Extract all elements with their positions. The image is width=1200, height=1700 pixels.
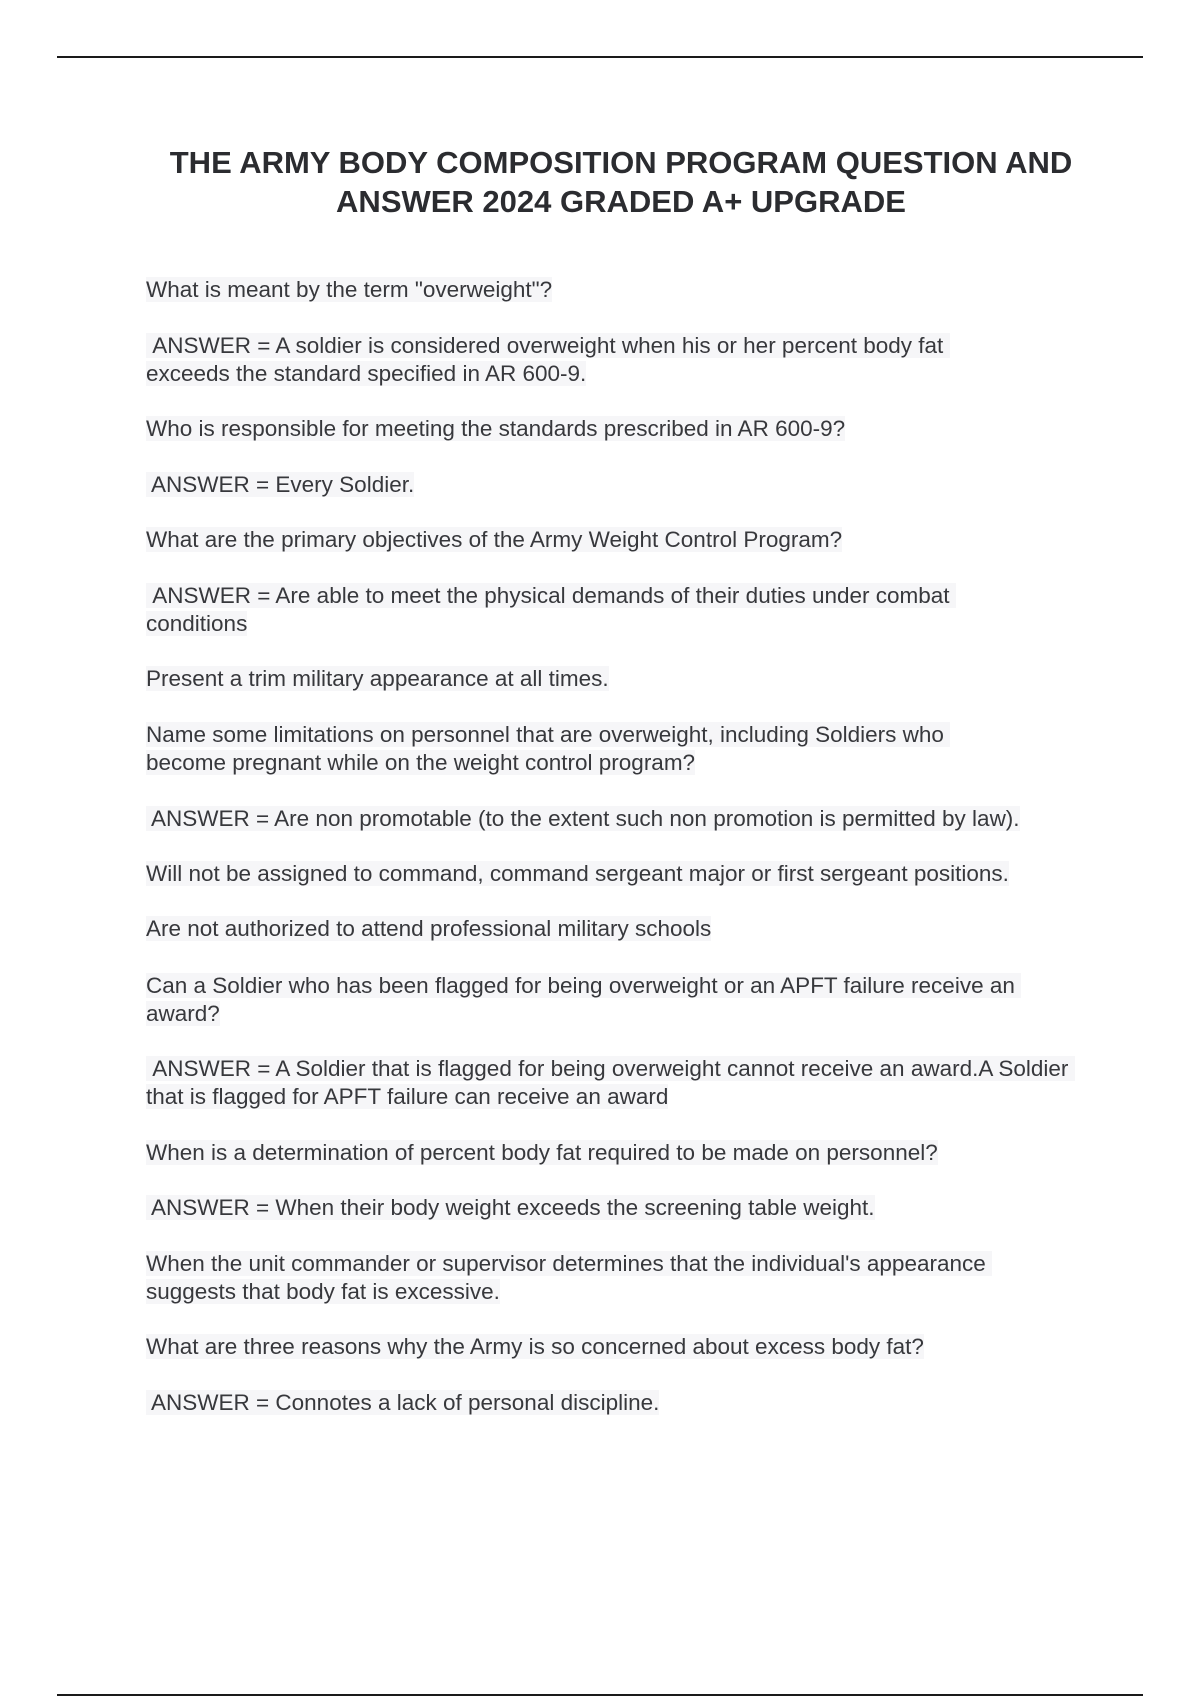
question-1 xyxy=(146,276,1096,304)
question-6-text: When is a determination of percent body fat required to be made on personnel? xyxy=(146,1140,938,1165)
top-rule xyxy=(57,56,1143,58)
answer-3-continued-text: Present a trim military appearance at all times. xyxy=(146,666,609,691)
document-title xyxy=(146,143,1096,221)
question-1-text: What is meant by the term "overweight"? xyxy=(146,277,553,302)
answer-4-text: ANSWER = Are non promotable (to the extent such non promotion is permitted by law). xyxy=(146,806,1020,831)
answer-4 xyxy=(146,805,1096,833)
question-5 xyxy=(146,972,1086,1028)
answer-3-continued xyxy=(146,665,1096,693)
answer-6-continued-text: When the unit commander or supervisor determines that the individual's appearance suggests that body fat is excessive. xyxy=(146,1251,993,1304)
answer-6-text: ANSWER = When their body weight exceeds the screening table weight. xyxy=(146,1195,875,1220)
answer-4-continued-2 xyxy=(146,915,1096,943)
bottom-rule xyxy=(57,1694,1143,1696)
title-line-2: ANSWER 2024 GRADED A+ UPGRADE xyxy=(336,184,906,219)
answer-6 xyxy=(146,1194,1096,1222)
question-4-text: Name some limitations on personnel that are overweight, including Soldiers who become pregnant while on the weight control program? xyxy=(146,722,951,775)
answer-4-continued-2-text: Are not authorized to attend professional military schools xyxy=(146,916,712,941)
question-3-text: What are the primary objectives of the Army Weight Control Program? xyxy=(146,527,843,552)
answer-3 xyxy=(146,582,1016,638)
question-4 xyxy=(146,721,1016,777)
question-3 xyxy=(146,526,1096,554)
question-7 xyxy=(146,1333,1096,1361)
answer-1-text: ANSWER = A soldier is considered overweight when his or her percent body fat exceeds the standard specified in AR 600-9. xyxy=(146,333,950,386)
question-7-text: What are three reasons why the Army is so concerned about excess body fat? xyxy=(146,1334,924,1359)
answer-1 xyxy=(146,332,1016,388)
answer-2 xyxy=(146,471,1096,499)
question-6 xyxy=(146,1139,1096,1167)
answer-2-text: ANSWER = Every Soldier. xyxy=(146,472,415,497)
answer-3-text: ANSWER = Are able to meet the physical demands of their duties under combat conditions xyxy=(146,583,956,636)
question-2 xyxy=(146,415,1096,443)
question-5-text: Can a Soldier who has been flagged for being overweight or an APFT failure receive an award? xyxy=(146,973,1022,1026)
answer-6-continued xyxy=(146,1250,1056,1306)
answer-4-continued-1-text: Will not be assigned to command, command sergeant major or first sergeant positions. xyxy=(146,861,1009,886)
answer-5 xyxy=(146,1055,1076,1111)
answer-5-text: ANSWER = A Soldier that is flagged for being overweight cannot receive an award.A Soldier that is flagged for APFT failure can receive an award xyxy=(146,1056,1075,1109)
answer-7 xyxy=(146,1389,1096,1417)
title-line-1: THE ARMY BODY COMPOSITION PROGRAM QUESTION AND xyxy=(169,145,1073,180)
answer-4-continued-1 xyxy=(146,860,1096,888)
answer-7-text: ANSWER = Connotes a lack of personal discipline. xyxy=(146,1390,660,1415)
question-2-text: Who is responsible for meeting the standards prescribed in AR 600-9? xyxy=(146,416,846,441)
